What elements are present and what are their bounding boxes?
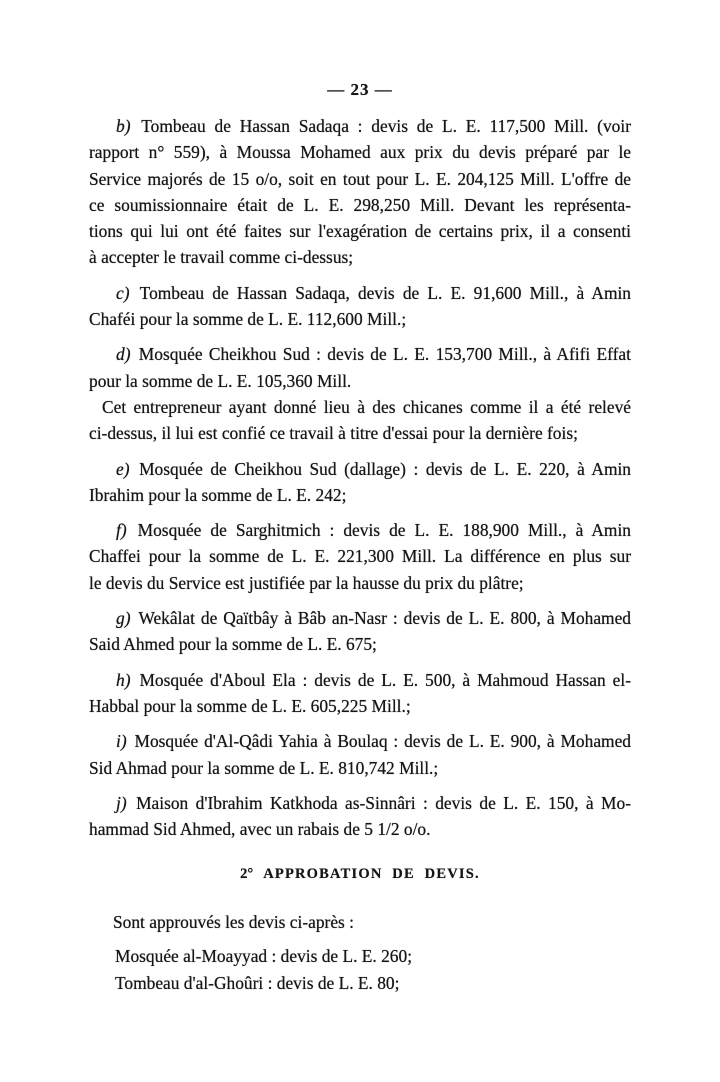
text-line: Chaffei pour la somme de L. E. 221,300 Mill. La différence en plus sur: [89, 546, 631, 567]
paragraph: [89, 605, 631, 658]
section-heading-title: APPROBATION DE DEVIS.: [263, 866, 480, 883]
paragraph-marker: g): [116, 608, 137, 629]
text-line: rapport n° 559), à Moussa Mohamed aux prix du devis préparé par le: [89, 142, 631, 163]
paragraph-marker: d): [116, 344, 137, 365]
page-number: — 23 —: [327, 80, 393, 99]
text-line: pour la somme de L. E. 105,360 Mill.: [89, 370, 352, 391]
paragraph: [89, 790, 631, 843]
paragraph: [89, 456, 631, 509]
paragraph: [89, 728, 631, 781]
text-line: Habbal pour la somme de L. E. 605,225 Mill.;: [89, 695, 411, 716]
paragraph-marker: j): [116, 792, 135, 813]
paragraph-marker: c): [116, 282, 138, 303]
paragraph: [89, 341, 631, 394]
text-line: g) Wekâlat de Qaïtbây à Bâb an-Nasr : devis de L. E. 800, à Mohamed: [116, 608, 631, 629]
text-line: e) Mosquée de Cheikhou Sud (dallage) : devis de L. E. 220, à Amin: [116, 458, 631, 479]
text-line: ci-dessus, il lui est confié ce travail à titre d'essai pour la dernière fois;: [89, 423, 578, 444]
paragraph-marker: f): [116, 520, 136, 541]
text-line: le devis du Service est justifiée par la hausse du prix du plâtre;: [89, 572, 524, 593]
text-line: h) Mosquée d'Aboul Ela : devis de L. E. 500, à Mahmoud Hassan el-: [116, 669, 632, 690]
text-line: hammad Sid Ahmed, avec un rabais de 5 1/2 o/o.: [89, 819, 431, 840]
paragraph: [89, 517, 631, 596]
paragraphs-container: [89, 113, 631, 842]
text-line: Service majorés de 15 o/o, soit en tout pour L. E. 204,125 Mill. L'offre de: [89, 168, 631, 189]
text-line: à accepter le travail comme ci-dessus;: [89, 247, 354, 268]
section-heading-number: 2°: [240, 866, 254, 883]
text-line: j) Maison d'Ibrahim Katkhoda as-Sinnâri : devis de L. E. 150, à Mo-: [116, 792, 631, 813]
paragraph: [89, 280, 631, 333]
text-line: f) Mosquée de Sarghitmich : devis de L. E. 188,900 Mill., à Amin: [116, 520, 631, 541]
text-line: Ibrahim pour la somme de L. E. 242;: [89, 484, 347, 505]
paragraph: [89, 113, 631, 271]
paragraph: [89, 394, 631, 447]
text-line: Chaféi pour la somme de L. E. 112,600 Mill.;: [89, 309, 407, 330]
text-line: ce soumissionnaire était de L. E. 298,250 Mill. Devant les représenta-: [89, 194, 631, 215]
approbation-item: Mosquée al-Moayyad : devis de L. E. 260;: [115, 945, 413, 966]
paragraph-marker: e): [116, 458, 138, 479]
text-line: c) Tombeau de Hassan Sadaqa, devis de L. E. 91,600 Mill., à Amin: [116, 282, 631, 303]
text-line: b) Tombeau de Hassan Sadaqa : devis de L. E. 117,500 Mill. (voir: [116, 116, 631, 136]
text-line: Cet entrepreneur ayant donné lieu à des chicanes comme il a été relevé: [102, 396, 631, 417]
text-line: d) Mosquée Cheikhou Sud : devis de L. E. 153,700 Mill., à Afifi Effat: [116, 344, 631, 365]
text-line: Said Ahmed pour la somme de L. E. 675;: [89, 634, 377, 655]
paragraph-marker: h): [116, 669, 138, 690]
paragraph-marker: b): [116, 116, 140, 136]
text-block: [89, 0, 631, 996]
paragraph: [89, 667, 631, 720]
approbation-intro: Sont approuvés les devis ci-après :: [113, 912, 354, 933]
section-heading: [89, 866, 631, 883]
paragraph-marker: i): [116, 731, 133, 752]
text-line: tions qui lui ont été faites sur l'exagération de certains prix, il a consenti: [89, 221, 631, 242]
approbation-item: Tombeau d'al-Ghoûri : devis de L. E. 80;: [115, 972, 400, 993]
text-line: Sid Ahmad pour la somme de L. E. 810,742 Mill.;: [89, 757, 439, 778]
text-line: i) Mosquée d'Al-Qâdi Yahia à Boulaq : devis de L. E. 900, à Mohamed: [116, 731, 631, 752]
approbation-list: [115, 943, 631, 997]
